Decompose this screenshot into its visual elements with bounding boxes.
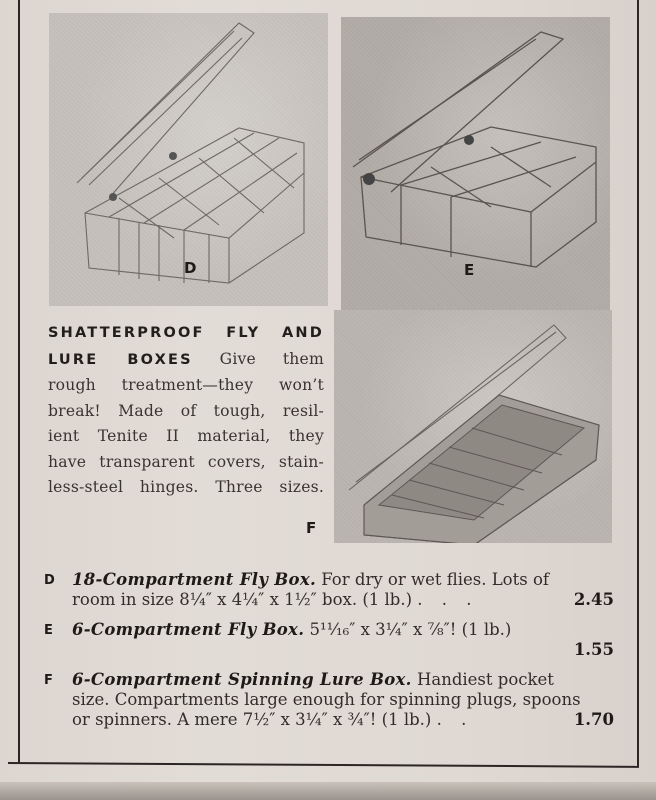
item-description: or spinners. A mere 7½″ x 3¼″ x ¾″! (1 lb.) bbox=[72, 710, 432, 729]
fly-box-6-compartment-illustration bbox=[341, 17, 610, 310]
intro-line: break! Made of tough, resil- bbox=[48, 401, 324, 420]
frame-border-left bbox=[18, 0, 20, 764]
product-list bbox=[44, 570, 614, 740]
item-key: D bbox=[44, 573, 55, 588]
lure-box-spinning-illustration bbox=[334, 310, 612, 543]
intro-line: less-steel hinges. Three sizes. bbox=[48, 478, 324, 496]
page-edge-shadow bbox=[0, 782, 656, 800]
product-item-e bbox=[44, 620, 614, 660]
item-key: F bbox=[44, 673, 53, 688]
figure-label-f: F bbox=[306, 519, 317, 537]
frame-border-bottom bbox=[8, 762, 639, 768]
item-description: room in size 8¼″ x 4¼″ x 1½″ box. (1 lb.) bbox=[72, 590, 413, 609]
figure-label-d: D bbox=[184, 259, 197, 277]
dot-leader: . . . bbox=[417, 590, 479, 609]
product-item-d bbox=[44, 570, 614, 610]
intro-line-2-rest: Give them bbox=[219, 349, 324, 368]
item-description: Handiest pocket bbox=[416, 670, 554, 689]
item-description: size. Compartments large enough for spinning plugs, spoons bbox=[72, 690, 581, 709]
item-key: E bbox=[44, 623, 53, 638]
dot-leader: . . bbox=[436, 710, 474, 729]
intro-line: rough treatment—they won’t bbox=[48, 376, 324, 394]
intro-line: ient Tenite II material, they bbox=[48, 427, 324, 445]
photo-fly-box-e bbox=[341, 17, 610, 310]
item-description: 5¹¹⁄₁₆″ x 3¼″ x ⅞″! (1 lb.) bbox=[309, 620, 512, 639]
item-title: 6-Compartment Spinning Lure Box. bbox=[72, 670, 412, 689]
figure-label-e: E bbox=[464, 261, 475, 279]
headline-line-2: LURE BOXES bbox=[48, 351, 193, 368]
item-price: 1.70 bbox=[573, 710, 614, 729]
intro-paragraph bbox=[48, 320, 324, 501]
item-price: 1.55 bbox=[573, 640, 614, 659]
item-price: 2.45 bbox=[573, 590, 614, 609]
product-item-f bbox=[44, 670, 614, 730]
headline-line-1: SHATTERPROOF FLY AND bbox=[48, 325, 324, 341]
intro-line: have transparent covers, stain- bbox=[48, 452, 324, 471]
photo-lure-box-f bbox=[334, 310, 612, 543]
item-title: 6-Compartment Fly Box. bbox=[72, 620, 305, 639]
frame-border-right bbox=[637, 0, 639, 767]
item-title: 18-Compartment Fly Box. bbox=[72, 570, 317, 589]
item-description: For dry or wet flies. Lots of bbox=[321, 570, 550, 589]
